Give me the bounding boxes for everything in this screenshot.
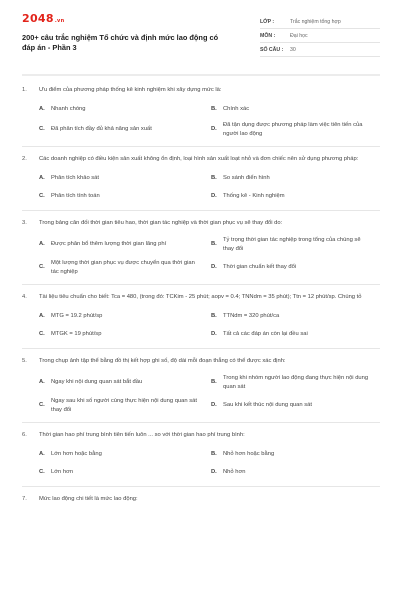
question-line: [22, 219, 380, 228]
answer-options: [22, 448, 380, 478]
header-left: [22, 12, 230, 64]
answer-option-c[interactable]: [39, 190, 211, 202]
option-text: Lớn hơn: [51, 468, 74, 475]
option-text: Phân tích tính toán: [51, 192, 100, 199]
option-letter: C.: [39, 402, 45, 409]
answer-option-d[interactable]: [211, 259, 383, 276]
meta-row-class: [260, 15, 380, 29]
question-text: Mức lao động chi tiết là mức lao động:: [39, 496, 138, 502]
question-item: [22, 357, 380, 423]
option-text: Đã tận dụng được phương pháp làm việc tiên tiến của người lao động: [223, 122, 363, 137]
question-line: [22, 431, 380, 440]
question-text: Các doanh nghiệp có điều kiện sản xuất không ổn định, loại hình sản xuất loạt nhỏ và đơn chiếc nên sử dụng phương pháp:: [39, 156, 359, 162]
option-text: MTGK = 19 phút/sp: [51, 330, 102, 337]
answer-option-d[interactable]: [211, 397, 383, 414]
option-letter: B.: [211, 312, 217, 319]
option-text: Sau khi kết thúc nội dung quan sát: [223, 402, 312, 409]
option-letter: D.: [211, 468, 217, 475]
meta-value: Trắc nghiệm tổng hợp: [290, 18, 341, 25]
answer-option-b[interactable]: [211, 448, 383, 460]
question-number: 5.: [22, 358, 27, 364]
option-letter: B.: [211, 105, 217, 112]
question-item: [22, 155, 380, 211]
logo-main: 2048: [22, 12, 54, 25]
answer-option-c[interactable]: [39, 466, 211, 478]
answer-option-c[interactable]: [39, 121, 211, 138]
answer-options: [22, 310, 380, 340]
logo-suffix: .vn: [54, 18, 65, 24]
option-text: Chính xác: [223, 105, 250, 112]
question-number: 4.: [22, 294, 27, 300]
question-text: Ưu điểm của phương pháp thống kê kinh nghiệm khi xây dựng mức là:: [39, 87, 222, 93]
question-number: 3.: [22, 220, 27, 226]
answer-options: [22, 236, 380, 276]
meta-key: SỐ CÂU :: [260, 46, 284, 53]
option-letter: D.: [211, 330, 217, 337]
option-letter: D.: [211, 402, 217, 409]
option-letter: C.: [39, 330, 45, 337]
answer-option-a[interactable]: [39, 374, 211, 391]
option-text: Một lượng thời gian phục vụ được chuyển qua thời gian tác nghiệp: [51, 260, 195, 275]
question-item: [22, 86, 380, 147]
answer-option-d[interactable]: [211, 190, 383, 202]
answer-option-a[interactable]: [39, 103, 211, 115]
option-text: MTG = 19.2 phút/sp: [51, 312, 103, 319]
option-letter: A.: [39, 450, 45, 457]
option-text: Thống kê - Kinh nghiệm: [223, 192, 285, 199]
document-header: [22, 0, 380, 64]
option-text: TTNdm = 320 phút/ca: [223, 312, 280, 319]
option-letter: D.: [211, 264, 217, 271]
option-text: Nhỏ hơn: [223, 468, 246, 475]
option-letter: A.: [39, 312, 45, 319]
question-text: Trong bảng cân đối thời gian tiêu hao, thời gian tác nghiệp và thời gian phục vụ sẽ thay đổi do:: [39, 220, 283, 226]
answer-option-b[interactable]: [211, 103, 383, 115]
question-line: [22, 357, 380, 366]
option-text: Tỷ trọng thời gian tác nghiệp trong tổng của chúng sẽ thay đổi: [223, 237, 361, 252]
answer-option-a[interactable]: [39, 448, 211, 460]
answer-option-b[interactable]: [211, 310, 383, 322]
option-text: Nhỏ hơn hoặc bằng: [223, 450, 275, 457]
option-text: Phân tích khảo sát: [51, 174, 100, 181]
option-letter: A.: [39, 379, 45, 386]
meta-key: LỚP :: [260, 18, 275, 25]
question-item: [22, 293, 380, 349]
answer-option-b[interactable]: [211, 236, 383, 253]
header-divider: [22, 74, 380, 76]
option-letter: D.: [211, 126, 217, 133]
question-line: [22, 155, 380, 164]
answer-option-c[interactable]: [39, 259, 211, 276]
question-number: 2.: [22, 156, 27, 162]
question-text: Trong chụp ảnh tập thể bằng đồ thị kết hợp ghi số, độ dài mỗi đoạn thẳng có thể được xác định:: [39, 358, 286, 364]
answer-option-a[interactable]: [39, 172, 211, 184]
option-letter: A.: [39, 174, 45, 181]
question-line: [22, 86, 380, 95]
document-meta: [260, 15, 380, 64]
option-letter: B.: [211, 174, 217, 181]
question-line: [22, 293, 380, 302]
option-text: Nhanh chóng: [51, 105, 86, 112]
option-letter: A.: [39, 241, 45, 248]
answer-option-d[interactable]: [211, 466, 383, 478]
answer-options: [22, 172, 380, 202]
question-item: [22, 495, 380, 520]
question-text: Tài liệu tiêu chuẩn cho biết: Tca = 480, (trong đó: TCKim - 25 phút; aopv = 0.4; TNNdm = 35 phút); Ttn = 12 phút/sp. Chúng tỏ: [39, 294, 362, 300]
question-text: Thời gian hao phí trung bình tiên tiến luôn ... so với thời gian hao phí trung bình:: [39, 432, 245, 438]
question-item: [22, 431, 380, 487]
option-letter: C.: [39, 264, 45, 271]
answer-option-a[interactable]: [39, 236, 211, 253]
option-text: Thời gian chuẩn kết thay đổi: [223, 264, 297, 271]
option-letter: C.: [39, 126, 45, 133]
option-letter: B.: [211, 379, 217, 386]
answer-option-a[interactable]: [39, 310, 211, 322]
answer-options: [22, 103, 380, 138]
answer-option-d[interactable]: [211, 328, 383, 340]
question-item: [22, 219, 380, 285]
question-line: [22, 495, 380, 504]
option-text: Trong khi nhóm người lao động đang thực hiện nội dung quan sát: [223, 375, 369, 390]
meta-key: MÔN :: [260, 32, 276, 39]
option-text: Ngay sau khi số người cùng thực hiện nội dung quan sát thay đổi: [51, 398, 197, 413]
answer-option-c[interactable]: [39, 397, 211, 414]
option-letter: D.: [211, 192, 217, 199]
answer-option-b[interactable]: [211, 374, 383, 391]
option-text: So sánh điển hình: [223, 174, 270, 181]
question-number: 6.: [22, 432, 27, 438]
option-text: Được phân bổ thêm lượng thời gian lãng phí: [51, 241, 167, 248]
answer-option-b[interactable]: [211, 172, 383, 184]
option-letter: C.: [39, 192, 45, 199]
meta-row-subject: [260, 29, 380, 43]
answer-options: [22, 374, 380, 414]
document-title: 200+ câu trắc nghiệm Tổ chức và định mức lao động có đáp án - Phần 3: [22, 33, 219, 52]
question-list: [22, 86, 380, 520]
answer-option-c[interactable]: [39, 328, 211, 340]
meta-value: Đại học: [290, 32, 308, 39]
answer-option-d[interactable]: [211, 121, 383, 138]
option-letter: B.: [211, 450, 217, 457]
option-letter: B.: [211, 241, 217, 248]
option-letter: A.: [39, 105, 45, 112]
option-text: Tất cả các đáp án còn lại đều sai: [223, 330, 308, 337]
option-text: Lớn hơn hoặc bằng: [51, 450, 102, 457]
option-text: Ngay khi nội dung quan sát bắt đầu: [51, 379, 143, 386]
question-number: 1.: [22, 87, 27, 93]
question-number: 7.: [22, 496, 27, 502]
site-logo[interactable]: [22, 12, 230, 25]
option-text: Đã phân tích đầy đủ khả năng sản xuất: [51, 126, 152, 133]
meta-value: 30: [290, 46, 296, 53]
meta-row-count: [260, 43, 380, 57]
option-letter: C.: [39, 468, 45, 475]
